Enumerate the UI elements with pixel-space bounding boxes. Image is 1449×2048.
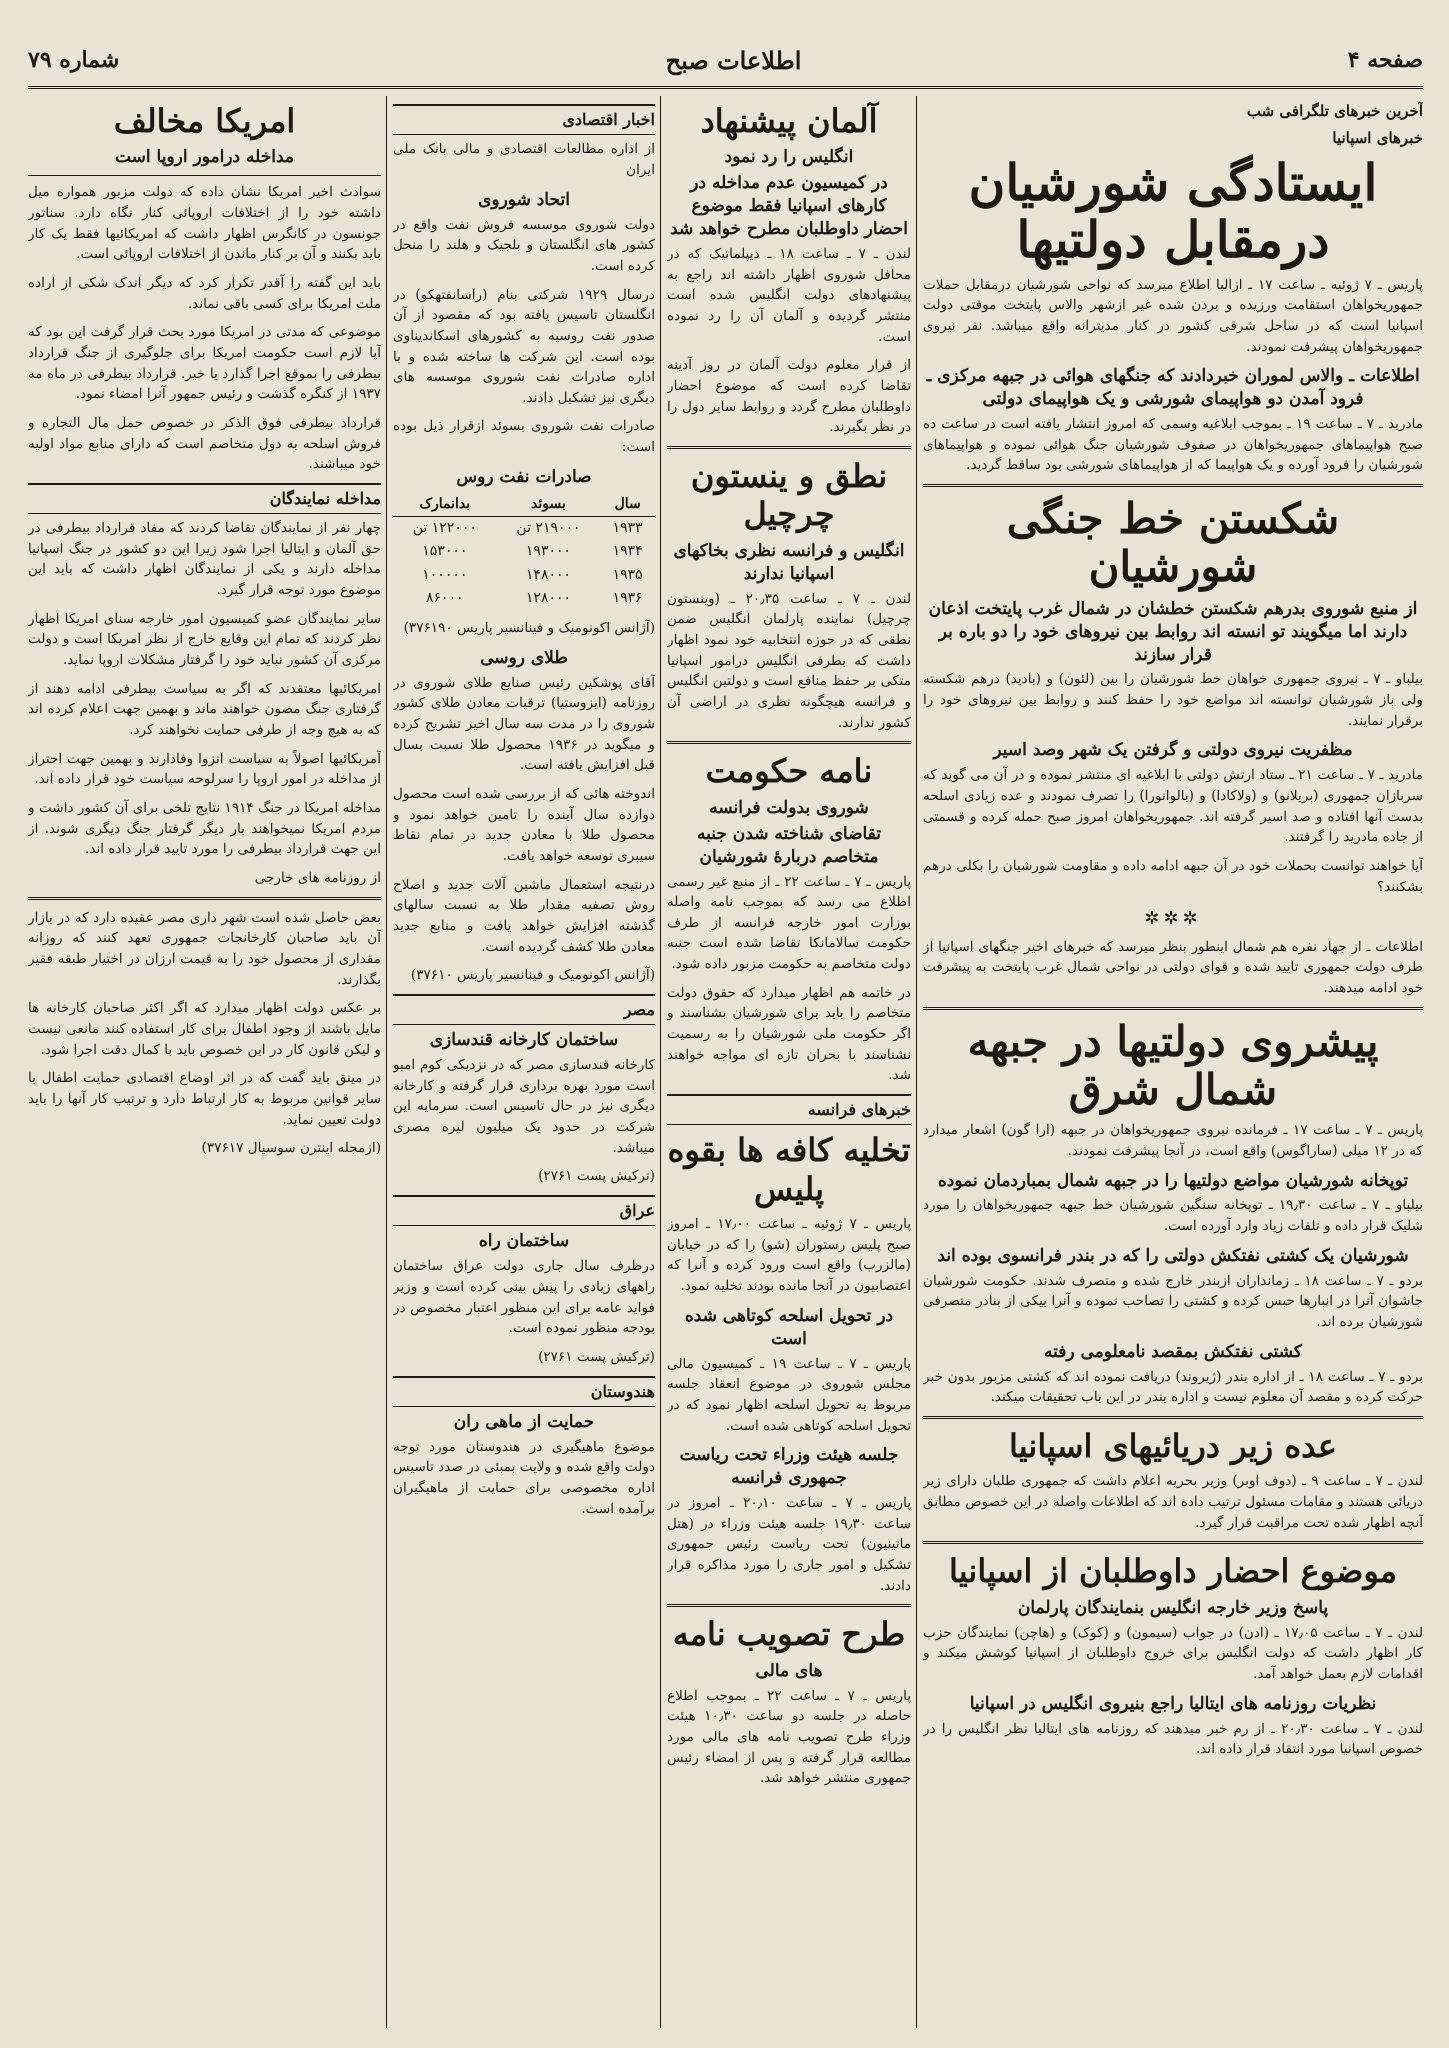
- article-paragraph: پاریس ـ ۷ ژوئیه ـ ساعت ۱۷٫۰۰ ـ امروز صبح پلیس رستوران (شو) را که در خیابان (مالزرب) واقع است ورود کرده و آنرا که اعتصابیون در آنجا مانده بودند تخلیه نمود.: [667, 1216, 911, 1295]
- subheadline: تقاضای شناخته شدن جنبه متخاصم دربارۀ شورشیان: [696, 823, 882, 867]
- source-line: (آژانس اکونومیک و فینانسیر پاریس ۳۷۶۱۹۰): [403, 620, 655, 637]
- column-europe-news: [667, 96, 911, 2028]
- article-paragraph: بر عکس دولت اظهار میدارد که اگر اکثر صاحبان کارخانه ها مایل باشند از وجود اطفال برای کار استفاده کنند مانعی نیست و لیکن قانون کار در این خصوص باید با کمال دقت اجرا شود.: [28, 1000, 381, 1058]
- article-paragraph: بردو ـ ۷ ـ ساعت ۱۸ ـ از اداره بندر (ژیروند) دریافت نموده اند که کشتی مزبور بدون خبر حرکت کرده و مقصد آن معلوم نیست و اداره بندر در این باب تحقیقات میکند.: [923, 1368, 1423, 1406]
- subheadline-italian-press: نظریات روزنامه های ایتالیا راجع بنیروی انگلیس در اسپانیا: [969, 1693, 1377, 1714]
- subheadline: انگلیس و فرانسه نظری بخاکهای اسپانیا ندارند: [673, 540, 905, 584]
- headline-front-broken: شکستن خط جنگی شورشیان: [1006, 494, 1340, 592]
- subheadline-fishermen: حمایت از ماهی ران: [453, 1411, 595, 1432]
- headline-volunteers: موضوع احضار داوطلبان از اسپانیا: [949, 1552, 1397, 1591]
- subheadline-soviet-gold: طلای روسی: [480, 647, 568, 668]
- article-paragraph: پاریس ـ ۷ ـ ساعت ۱۷ ـ فرمانده نیروی جمهوریخواهان در جبهه (ارا گون) اشعار میدارد که در ۱۲ میلی (ساراگوس) واقع است، در آنجا پیشرفت نمودند.: [923, 1122, 1423, 1159]
- article-paragraph: بیلباو ـ ۷ ـ ساعت ۱۹٫۳۰ ـ توپخانه سنگین شورشیان خط جبهه جمهوریخواهان را مورد شلیک قرار داده و تلفات زیاد وارد آورده است.: [923, 1197, 1423, 1235]
- article-paragraph: پاریس ـ ۷ ـ ساعت ۲۲ ـ از منبع غیر رسمی اطلاع می رسد که بموجب نامه واصله بوزارت امور خارجه فرانسه از طرف حکومت سالامانکا تقاضا شده است جنبه دولت متخاصم به حکومت مزبور داده شود.: [667, 873, 911, 973]
- subheadline-cabinet: جلسه هیئت وزراء تحت ریاست جمهوری فرانسه: [679, 1445, 899, 1489]
- source-line: (ترکیش پست ۲۷۶۱): [538, 1168, 655, 1185]
- article-paragraph: بیلباو ـ ۷ ـ نیروی جمهوری خواهان خط شورشیان را بین (لئون) و (بادید) درهم شکسته ولی باز شورشیان توانسته اند مواضع خود را حفظ کنند و روابط بین نیروهای خود را برقرار نمایند.: [923, 671, 1423, 729]
- divider: [667, 1604, 911, 1607]
- section-france-news: خبرهای فرانسه: [667, 1094, 911, 1125]
- masthead: [28, 34, 1423, 89]
- section-representatives: مداخله نمایندگان: [28, 483, 381, 514]
- table-cell: ۱۹۳۰۰۰: [525, 543, 572, 560]
- subheadline-unknown-destination: کشتی نفتکش بمقصد نامعلومی رفته: [1043, 1341, 1303, 1362]
- article-paragraph: در خاتمه هم اظهار میدارد که حقوق دولت متخاصم را باید برای شورشیان بشناسند و اگر حکومت ملی شورشیان را به رسمیت نشناسند با بحران تازه ای مواجه خواهند شد.: [667, 984, 911, 1084]
- column-rule: [916, 96, 917, 2028]
- article-paragraph: لندن ـ ۷ ـ ساعت ۲۰٫۳۵ ـ (وینستون چرچیل) نماینده پارلمان انگلیس ضمن نطقی که در حوزه انتخابیه خود نمود اظهار داشت که بطرفی انگلیس درامور اسپانیا متکی بر حفظ منافع است و دولتین انگلیس و فرانسه هیچگونه نظری در اراضی آن کشور ندارند.: [667, 590, 911, 731]
- article-paragraph: مادرید ـ ۷ ـ ساعت ۱۹ ـ بموجب ابلاغیه وسمی که امروز انتشار یافته است در ساعت ده صبح هواپیماهای جمهوریخواهان در صفوف شورشیان جنگ هوائی نموده و هواپیماهای شورشیان را فرود آورده و یک هواپیما که از هواپیماهای شورشی بود ساقط گردید.: [923, 416, 1423, 474]
- article-paragraph: کارخانه قندسازی مصر که در نزدیکی کوم امبو است مورد بهره برداری قرار گرفته و کارخانه دیگری نیز در حال تاسیس است. سرمایه این شرکت در حدود یک میلیون لیره مصری میباشد.: [393, 1057, 655, 1156]
- article-paragraph: لندن ـ ۷ ـ ساعت ۱۸ ـ دیپلماتیک که در محافل شوروی اظهار داشته اند راجع به پیشنهادهای دولت انگلیس شده است منتشر گردیده و آلمان آن را رد نموده است.: [667, 246, 911, 345]
- table-cell: ۲۱۹۰۰۰ تن: [516, 519, 581, 536]
- article-paragraph: آقای پوشکین رئیس صنایع طلای شوروی در روزنامه (ایزوستیا) ترقیات معادن طلای کشور شوروی را در مدت سه سال اخیر تشریح کرده و میگوید در ۱۹۳۶ محصول طلا نسبت بسال قبل افزایش یافته است.: [393, 674, 655, 774]
- table-cell: ۱۰۰۰۰۰: [422, 566, 468, 583]
- table-cell: ۱۹۳۴: [612, 543, 643, 560]
- table-cell: ۱۹۳۶: [612, 589, 643, 606]
- table-cell: ۱۹۳۳: [612, 519, 643, 536]
- article-paragraph: سایر نمایندگان عضو کمیسیون امور خارجه سنای امریکا اظهار نظر کردند که تمام این وقایع خارج از نظر امریکا است و دولت مرکزی آن کشور نباید خود را گرفتار مشکلات اروپا نماید.: [28, 610, 381, 669]
- article-paragraph: سوادث اخیر امریکا نشان داده که دولت مزبور همواره میل داشته خود را از اختلافات اروپائی کنار نگاه دارد. سناتور جونسون در کانگرس اظهار داشت که امریکائیها فقط یک کار باید بکنند و آن بر کنار ماندن از اختلافات اروپائی است.: [28, 184, 381, 263]
- subheadline-air-battles: اطلاعات ـ والاس لموران خبردادند که جنگهای هوائی در جبهه مرکزی ـ فرود آمدن دو هواپیمای شورشی و یک هواپیمای دولتی: [926, 366, 1420, 410]
- paper-name: اطلاعات صبح: [665, 45, 802, 75]
- divider: [28, 175, 381, 176]
- divider: [923, 1416, 1423, 1419]
- table-row: [393, 540, 655, 563]
- article-paragraph: درنتیجه استعمال ماشین آلات جدید و اصلاح روش تصفیه مقدار طلا به نسبت سالهای گذشته افزایش خواهد یافت و منابع جدید معادن طلا کشف گردیده است.: [393, 876, 655, 955]
- section-india: هندوستان: [393, 1376, 655, 1407]
- section-economic: اخبار اقتصادی: [393, 104, 655, 135]
- article-paragraph: پاریس ـ ۷ ـ ساعت ۲۲ ـ بموجب اطلاع حاصله در جلسه دو ساعت ۱۰٫۳۰ هیئت وزراء طرح تصویب نامه های مالی مورد مطالعه قرار گرفته و پس از امضاء رئیس جمهوری منتشر خواهد شد.: [667, 1687, 911, 1787]
- article-paragraph: موضوعی که مدتی در امریکا مورد بحث قرار گرفت این بود که آیا لازم است حکومت امریکا برای جلوگیری از جنگ قرارداد بیطرفی را بموقع اجرا گذارد یا خیر. قرارداد بیطرفی در ماه مه ۱۹۳۷ از کنگره گذشت و رئیس جمهور آنرا امضاء نمود.: [28, 324, 381, 403]
- divider: [923, 484, 1423, 487]
- article-paragraph: بردو ـ ۷ ـ ساعت ۱۸ ـ زمانداران ازبندر خارج شده و متصرف شدند. حکومت شورشیان جاشوان آنرا در انبارها حبس کرده و کشتی را تصاحب نموده و آنرا بیکی از بنادر متصرفی شورشیان برده اند.: [923, 1272, 1423, 1331]
- column-rule: [660, 96, 661, 2028]
- section-iraq: عراق: [393, 1195, 655, 1226]
- table-cell: ۱۲۲۰۰۰ تن: [412, 519, 477, 536]
- subheadline: در کمیسیون عدم مداخله در کارهای اسپانیا فقط موضوع احضار داوطلبان مطرح خواهد شد: [670, 173, 908, 240]
- subheadline-eden-reply: پاسخ وزیر خارجه انگلیس بنمایندگان پارلمان: [1017, 1597, 1329, 1618]
- subheadline-victory: مظفریت نیروی دولتی و گرفتن یک شهر وصد اسیر: [993, 740, 1353, 761]
- article-paragraph: اندوخته هائی که از بررسی شده است محصول دوازده سال آینده را تامین خواهد نمود و محصول طلا با معادن جدید در تمام نقاط سیبری توسعه خواهد یافت.: [393, 785, 655, 864]
- newspaper-page: [28, 34, 1423, 2034]
- subheadline: های مالی: [755, 1660, 823, 1681]
- subheadline: از منبع شوروی بدرهم شکستن خطشان در شمال غرب پایتخت اذعان دارند اما میگویند تو انسته اند روابط بین نیروهای خود را دو باره بر قرار سازند: [928, 598, 1418, 665]
- divider: [667, 446, 911, 449]
- article-paragraph: باید این گفته را آقدر تکرار کرد که دیگر اندک شکی از اراده ملت امریکا برای کسی باقی نماند.: [28, 274, 381, 312]
- article-paragraph: موضوع ماهیگیری در هندوستان مورد توجه دولت واقع شده و ولایت بمبئی در صدد تاسیس اداره مخصوصی برای حمایت از ماهیگیران برآمده است.: [393, 1438, 655, 1517]
- article-paragraph: در مینق باید گفت که در اثر اوضاع اقتصادی حمایت اطفال با سایر قوانین مربوط به کار ارتباط دارد و ترتیب کار آنها را باید دولت تعیین نماید.: [28, 1070, 381, 1128]
- article-paragraph: صادرات نفت شوروی بسوئد ازقرار ذیل بوده است:: [393, 418, 655, 456]
- column-america-article: [28, 96, 381, 2028]
- headline-resistance: ایستادگی شورشیان درمقابل دولتیها: [968, 152, 1378, 270]
- table-cell: ۸۶۰۰۰: [426, 589, 464, 606]
- section-egypt: مصر: [393, 994, 655, 1025]
- table-row: [393, 587, 655, 610]
- table-header: سال: [600, 493, 655, 517]
- subheadline-weapons: در تحویل اسلحه کوتاهی شده است: [684, 1305, 894, 1349]
- article-paragraph: آیا خواهند توانست بحملات خود در آن جبهه ادامه داده و مقاومت شورشیان را بکلی درهم بشکنند؟: [923, 858, 1423, 895]
- article-paragraph: دولت شوروی موسسه فروش نفت واقع در کشور های انگلستان و بلجیک و هلند را منحل کرده است.: [393, 216, 655, 274]
- star-ornament: ✲✲✲: [1144, 908, 1202, 930]
- headline-northeast-advance: پیشروی دولتیها در جبهه شمال شرق: [967, 1016, 1379, 1114]
- subheadline: شوروی بدولت فرانسه: [709, 797, 869, 818]
- article-paragraph: قرارداد بیطرفی فوق الذکر در خصوص حمل مال التجاره و فروش اسلحه به دول متخاصم است که دارای منابع مواد اولیه خود میباشند.: [28, 414, 381, 473]
- table-header: بدانمارک: [393, 493, 497, 517]
- source-line: از اداره مطالعات اقتصادی و مالی بانک ملی ایران: [393, 141, 655, 178]
- kicker-spain: خبرهای اسپانیا: [1332, 128, 1423, 147]
- article-paragraph: لندن ـ ۷ ـ ساعت ۱۷٫۰۵ ـ (ادن) در جواب (سیمون) و (کوک) و (هاچن) نمایندگان حزب کار اظهار داشت که دولت انگلیس برای خروج داوطلبان از اسپانیا کوشش میکند و اقدامات لازم بعمل خواهد آمد.: [923, 1624, 1423, 1682]
- headline-cafes-evacuated: تخلیه کافه ها بقوه پلیس: [667, 1131, 911, 1208]
- headline-submarines: عده زیر دریائیهای اسپانیا: [1009, 1426, 1337, 1465]
- issue-number: شماره ۷۹: [28, 47, 120, 73]
- table-title: صادرات نفت روس: [456, 466, 592, 487]
- article-paragraph: پاریس ـ ۷ ژوئیه ـ ساعت ۱۷ ـ ازالبا اطلاع میرسد که نواحی شورشیان درمقابل حملات جمهوریخواهان استقامت ورزیده و بردن شده غیر ازشهر والاس پایتخت موقتی دولت اسپانیا است که در ساحل شرقی کشور در کنار مدیترانه واقع میباشد. نفر نیروی جمهوریخواهان پیشرفت نمودند.: [923, 276, 1423, 355]
- article-paragraph: درظرف سال جاری دولت عراق ساختمان راههای زیادی را پیش بینی کرده است و وزیر فواید عامه برای این منظور اعتبار مخصوص در بودجه منظور نموده است.: [393, 1258, 655, 1337]
- article-paragraph: آمریکائیها اصولاً به سیاست انزوا وفادارند و بهمین جهت احتراز از مداخله در امور اروپا را سرلوحه سیاست خود قرار داده اند.: [28, 750, 381, 788]
- article-paragraph: لندن ـ ۷ ـ ساعت ۹ ـ (دوف اوبر) وزیر بحریه اعلام داشت که جمهوری طلبان دارای زیر دریائی هستند و مقامات مسئول ترتیب داده اند که اطلاعات واصله در این خصوص مطابق آنچه اظهار شده تحت مراقبت قرار گیرد.: [923, 1473, 1423, 1531]
- oil-exports-table: [393, 493, 655, 610]
- kicker-telegraph: آخرین خبرهای تلگرافی شب: [1246, 102, 1423, 120]
- article-paragraph: مداخله امریکا در جنگ ۱۹۱۴ نتایج تلخی برای آن کشور داشت و مردم امریکا نمیخواهند بار دیگر گرفتار جنگ دیگری شوند. از این جهت قرارداد بیطرفی را مورد تایید قرار داده اند.: [28, 800, 381, 858]
- article-paragraph: مادرید ـ ۷ ـ ساعت ۲۱ ـ ستاد ارتش دولتی با ابلاغیه ای منتشر نموده و در آن می گوید که سربازان جمهوری (بریلانو) و (ولاکادا) و (بالوانورا) را تصرف نمودند و عده زیادی اسلحه بدست آنها افتاده و صد اسیر گرفته اند. جمهوریخواهان امروز صبح حمله کرده و قسمتی از جاده مادرید را گرفتند.: [923, 767, 1423, 846]
- headline-government-letter: نامه حکومت: [705, 752, 873, 791]
- table-cell: ۱۹۳۵: [612, 566, 643, 583]
- article-paragraph: چهار نفر از نمایندگان تقاضا کردند که مفاد قرارداد بیطرفی در حق آلمان و ایتالیا اجرا شود زیرا این دو کشور در جنگ اسپانیا مداخله دارند و یکی از نمایندگان اظهار داشت که باید این موضوع مورد توجه قرار گیرد.: [28, 520, 381, 599]
- column-spain-news: [923, 96, 1423, 2028]
- table-cell: ۱۲۸۰۰۰: [525, 589, 572, 606]
- article-paragraph: امریکائیها معتقدند که اگر به سیاست بیطرفی ادامه دهند از گرفتاری جنگ مصون خواهند ماند و بهمین جهت اعلام کرده اند که به هیچ وجه از طرفی حمایت نخواهند کرد.: [28, 680, 381, 739]
- source-line: از روزنامه های خارجی: [254, 870, 381, 887]
- divider: [667, 741, 911, 744]
- subheadline-sugar-factory: ساختمان کارخانه قندسازی: [429, 1030, 619, 1051]
- headline-america-opposed: امریکا مخالف: [113, 102, 296, 140]
- article-paragraph: اطلاعات ـ از جهاد نفره هم شمال اینطور بنظر میرسد که خبرهای اخیر جنگهای اسپانیا از طرف دولت جمهوری تایید شده و قوای دولتی در نواحی شمال غرب پایتخت به پیشرفت خود ادامه میدهند.: [923, 938, 1423, 996]
- divider: [923, 1541, 1423, 1544]
- article-paragraph: از قرار معلوم دولت آلمان در روز آدینه تقاضا کرده است که موضوع احضار داوطلبان مطرح گردد و روابط سایر دول را در نظر بگیرند.: [667, 357, 911, 436]
- article-paragraph: پاریس ـ ۷ ـ ساعت ۱۹ ـ کمیسیون مالی مجلس شوروی در موضوع انعقاد جلسه مربوط به تحویل اسلحه اظهار نمود که در تحویل اسلحه کوتاهی شده است.: [667, 1355, 911, 1434]
- headline-decree-plan: طرح تصویب نامه: [672, 1615, 906, 1654]
- subheadline-soviet-union: اتحاد شوروی: [478, 189, 570, 210]
- subheadline-artillery: توپخانه شورشیان مواضع دولتیها را در جبهه شمال بمباردمان نموده: [937, 1170, 1409, 1191]
- table-cell: ۱۵۳۰۰۰: [422, 543, 468, 560]
- subheadline: مداخله درامور اروپا است: [114, 147, 295, 168]
- headline-germany-proposal: آلمان پیشنهاد: [700, 102, 878, 140]
- column-economic-news: [393, 96, 655, 2028]
- table-header: بسوئد: [497, 493, 601, 517]
- table-cell: ۱۴۸۰۰۰: [525, 566, 572, 583]
- source-line: (ازمجله اینترن سوسیال ۳۷۶۱۷): [201, 1140, 381, 1157]
- divider: [28, 897, 381, 900]
- article-paragraph: بعض حاصل شده است شهر داری مصر عقیده دارد که در بازار آن باید صاحبان کارخانجات جمهوری تعهد کنند که روزانه مقداری از محصول خود را به قیمت ارزان در اختیار طبقه فقیر بگذارند.: [28, 909, 381, 988]
- source-line: (ترکیش پست ۲۷۶۱): [538, 1348, 655, 1365]
- subheadline-tanker: شورشیان یک کشتی نفتکش دولتی را که در بندر فرانسوی بوده اند: [937, 1245, 1409, 1266]
- article-paragraph: درسال ۱۹۲۹ شرکتی بنام (راسانفتهکو) در انگلستان تاسیس یافته بود که مقصود از آن صدور نفت روسیه به کشورهای اسکاندیناوی بوده است. این شرکت ها ساخته شده و با اداره صادرات نفت شوروی موسسه های دیگری نیز تشکیل دادند.: [393, 286, 655, 406]
- article-paragraph: لندن ـ ۷ ـ ساعت ۲۰٫۳۰ ـ از رم خبر میدهند که روزنامه های ایتالیا نظر انگلیس را در خصوص اسپانیا مورد انتقاد قرار داده اند.: [923, 1720, 1423, 1758]
- divider: [923, 1007, 1423, 1010]
- source-line: (آژانس اکونومیک و فینانسیر پاریس ۳۷۶۱۰): [410, 967, 655, 984]
- table-row: [393, 516, 655, 540]
- subheadline-road-construction: ساختمان راه: [478, 1231, 570, 1252]
- subheadline: انگلیس را رد نمود: [724, 147, 854, 168]
- table-row: [393, 564, 655, 587]
- column-rule: [386, 96, 387, 2028]
- headline-churchill-speech: نطق و ینستون چرچیل: [690, 457, 888, 534]
- article-paragraph: پاریس ـ ۷ ـ ساعت ۲۰٫۱۰ ـ امروز در ساعت ۱۹٫۳۰ جلسه هیئت وزراء در (هتل ماتینیون) تحت ریاست رئیس جمهوری تشکیل و امور جاری را مورد مذاکره قرار دادند.: [667, 1495, 911, 1594]
- page-number: صفحه ۴: [1347, 47, 1423, 73]
